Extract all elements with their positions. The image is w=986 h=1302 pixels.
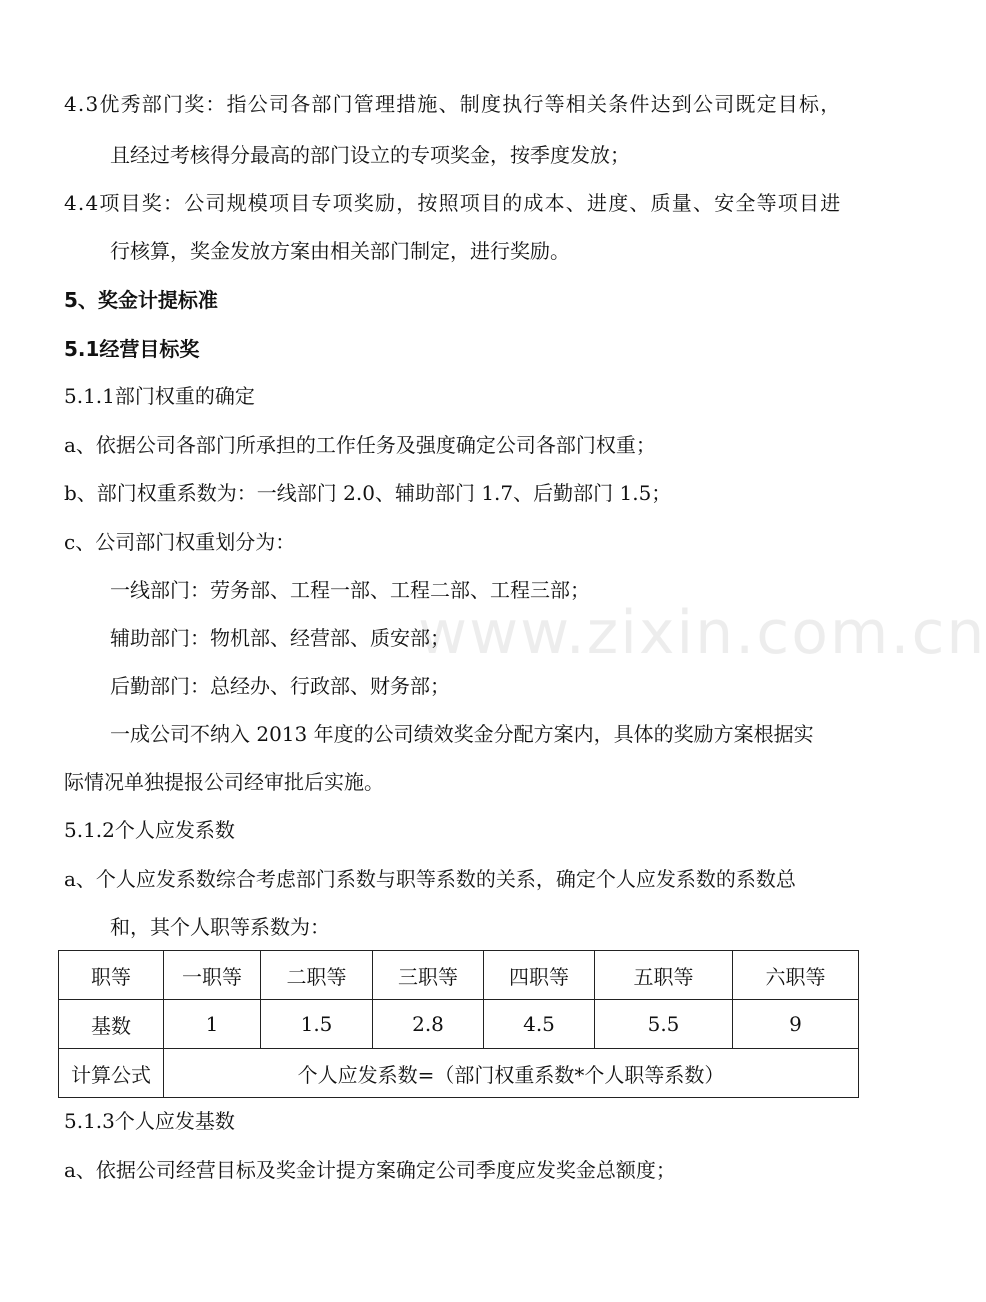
table-row-formula <box>59 1049 859 1098</box>
formula-label-cell: 计算公式 <box>59 1049 164 1098</box>
table-cell: 四职等 <box>484 951 595 1000</box>
note-line2: 际情况单独提报公司经审批后实施。 <box>64 770 384 794</box>
table-cell: 五职等 <box>595 951 733 1000</box>
table-row-base <box>59 1000 859 1049</box>
heading-5-1-1: 5.1.1部门权重的确定 <box>64 384 255 408</box>
table-cell: 5.5 <box>595 1000 733 1049</box>
frontline-departments: 一线部门：劳务部、工程一部、工程二部、工程三部； <box>110 578 590 602</box>
table-cell: 1.5 <box>261 1000 373 1049</box>
para-4-4-line2: 行核算，奖金发放方案由相关部门制定，进行奖励。 <box>110 239 570 263</box>
auxiliary-departments: 辅助部门：物机部、经营部、质安部； <box>110 626 450 650</box>
table-header-row <box>59 951 859 1000</box>
item-a-weight: a、依据公司各部门所承担的工作任务及强度确定公司各部门权重； <box>64 433 656 457</box>
note-line1: 一成公司不纳入 2013 年度的公司绩效奖金分配方案内，具体的奖励方案根据实 <box>110 722 814 746</box>
heading-5-1-2: 5.1.2个人应发系数 <box>64 818 235 842</box>
table-cell: 基数 <box>59 1000 164 1049</box>
table-cell: 4.5 <box>484 1000 595 1049</box>
para-4-4-line1: 4.4项目奖：公司规模项目专项奖励，按照项目的成本、进度、质量、安全等项目进 <box>64 191 842 215</box>
table-cell: 一职等 <box>164 951 261 1000</box>
table-cell: 9 <box>733 1000 859 1049</box>
table-cell: 三职等 <box>373 951 484 1000</box>
item-a-personal-line1: a、个人应发系数综合考虑部门系数与职等系数的关系，确定个人应发系数的系数总 <box>64 867 796 891</box>
grade-coefficient-table <box>58 950 859 1098</box>
item-a-base: a、依据公司经营目标及奖金计提方案确定公司季度应发奖金总额度； <box>64 1158 676 1182</box>
heading-5: 5、奖金计提标准 <box>64 288 218 312</box>
table-cell: 2.8 <box>373 1000 484 1049</box>
logistics-departments: 后勤部门：总经办、行政部、财务部； <box>110 674 450 698</box>
heading-5-1: 5.1经营目标奖 <box>64 337 200 361</box>
table-cell: 职等 <box>59 951 164 1000</box>
table-cell: 二职等 <box>261 951 373 1000</box>
watermark: www.zixin.com.cn <box>418 598 986 668</box>
para-4-3-line2: 且经过考核得分最高的部门设立的专项奖金，按季度发放； <box>110 143 630 167</box>
table-cell: 1 <box>164 1000 261 1049</box>
heading-5-1-3: 5.1.3个人应发基数 <box>64 1109 235 1133</box>
item-a-personal-line2: 和，其个人职等系数为： <box>110 915 330 939</box>
para-4-3-line1: 4.3优秀部门奖：指公司各部门管理措施、制度执行等相关条件达到公司既定目标， <box>64 92 842 116</box>
table-cell: 六职等 <box>733 951 859 1000</box>
item-c-division: c、公司部门权重划分为： <box>64 530 296 554</box>
item-b-coefficient: b、部门权重系数为：一线部门 2.0、辅助部门 1.7、后勤部门 1.5； <box>64 481 672 505</box>
formula-cell: 个人应发系数=（部门权重系数*个人职等系数） <box>164 1049 859 1098</box>
